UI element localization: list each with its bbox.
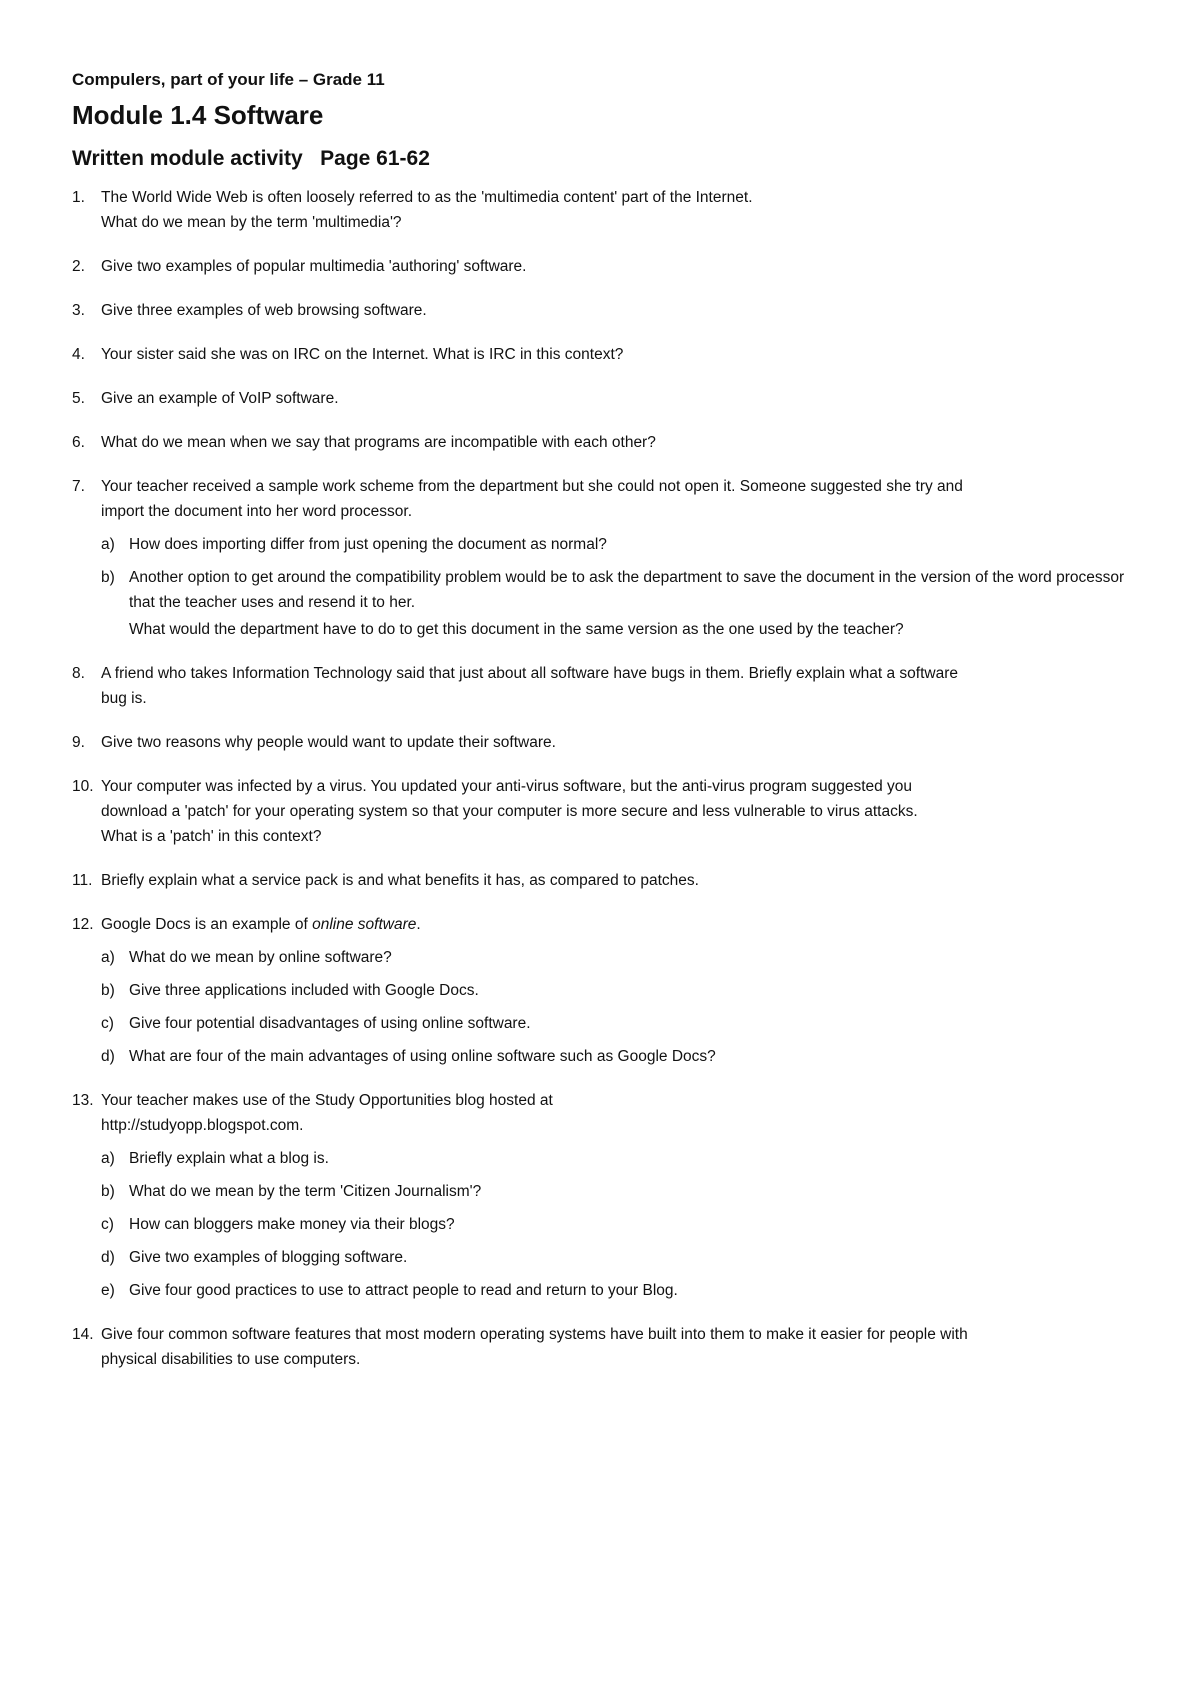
question-text: Give an example of VoIP software. (101, 389, 339, 407)
question-number: 7. (72, 477, 85, 495)
question-text (101, 912, 1132, 937)
question-text: Give four common software features that most modern operating systems have built into them to make it easier for people with (101, 1325, 968, 1343)
sub-question-text: How does importing differ from just opening the document as normal? (129, 535, 607, 553)
sub-question-item (101, 945, 1132, 970)
question-text: import the document into her word processor. (101, 502, 413, 520)
question-text: The World Wide Web is often loosely referred to as the 'multimedia content' part of the Internet. (101, 188, 753, 206)
sub-question-text: Another option to get around the compatibility problem would be to ask the department to save the document in the version of the word processor that the teacher uses and resend it to her. (129, 568, 1125, 611)
question-text: Give three examples of web browsing software. (101, 301, 427, 319)
question-item (72, 1088, 1132, 1303)
question-text: http://studyopp.blogspot.com. (101, 1116, 304, 1134)
question-item (72, 298, 1132, 323)
question-item (72, 774, 1132, 849)
sub-question-item (101, 1146, 1132, 1171)
module-title: Module 1.4 Software (72, 100, 324, 131)
sub-question-text: Give two examples of blogging software. (129, 1248, 408, 1266)
question-number: 9. (72, 733, 85, 751)
sub-question-item (101, 978, 1132, 1003)
sub-question-letter: a) (101, 535, 115, 553)
question-item (72, 868, 1132, 893)
question-text-suffix: . (416, 915, 421, 933)
sub-question-letter: e) (101, 1281, 115, 1299)
sub-question-text: What are four of the main advantages of using online software such as Google Docs? (129, 1047, 716, 1065)
sub-question-letter: b) (101, 568, 115, 586)
question-item (72, 661, 1132, 711)
sub-question-text: What do we mean by the term 'Citizen Journalism'? (129, 1182, 482, 1200)
question-text: Your teacher received a sample work scheme from the department but she could not open it. Someone suggested she try and (101, 477, 963, 495)
sub-question-list (101, 945, 1132, 1069)
sub-question-letter: a) (101, 1149, 115, 1167)
activity-title: Written module activity Page 61-62 (72, 146, 430, 170)
sub-question-followup: What would the department have to do to get this document in the same version as the one used by the teacher? (129, 620, 904, 638)
sub-question-letter: d) (101, 1248, 115, 1266)
question-text-prefix: Google Docs is an example of (101, 915, 313, 933)
question-text: What is a 'patch' in this context? (101, 827, 322, 845)
question-number: 13. (72, 1091, 94, 1109)
question-number: 11. (72, 871, 93, 889)
sub-question-item (101, 1245, 1132, 1270)
sub-question-text: Give four good practices to use to attract people to read and return to your Blog. (129, 1281, 678, 1299)
question-text: physical disabilities to use computers. (101, 1350, 361, 1368)
question-text: bug is. (101, 689, 147, 707)
question-text: A friend who takes Information Technology said that just about all software have bugs in them. Briefly explain what a software (101, 664, 958, 682)
question-text: Your teacher makes use of the Study Opportunities blog hosted at (101, 1091, 553, 1109)
sub-question-list (101, 532, 1132, 642)
question-item (72, 730, 1132, 755)
sub-question-item (101, 1212, 1132, 1237)
question-text-emphasis: online software (312, 915, 417, 933)
sub-question-text: Briefly explain what a blog is. (129, 1149, 329, 1167)
question-item (72, 1322, 1132, 1372)
sub-question-item (101, 1179, 1132, 1204)
question-number: 1. (72, 188, 85, 206)
question-item (72, 254, 1132, 279)
sub-question-text: Give four potential disadvantages of using online software. (129, 1014, 531, 1032)
question-text: What do we mean by the term 'multimedia'? (101, 213, 402, 231)
sub-question-item (101, 1044, 1132, 1069)
question-text: Give two reasons why people would want to update their software. (101, 733, 556, 751)
question-number: 5. (72, 389, 85, 407)
sub-question-list (101, 1146, 1132, 1303)
question-number: 2. (72, 257, 85, 275)
course-title: Compulers, part of your life – Grade 11 (72, 70, 385, 89)
sub-question-letter: b) (101, 1182, 115, 1200)
question-text: Give two examples of popular multimedia 'authoring' software. (101, 257, 527, 275)
question-number: 12. (72, 915, 94, 933)
sub-question-letter: d) (101, 1047, 115, 1065)
sub-question-item (101, 532, 1132, 557)
sub-question-item (101, 1278, 1132, 1303)
question-text: Briefly explain what a service pack is and what benefits it has, as compared to patches. (101, 871, 699, 889)
sub-question-letter: a) (101, 948, 115, 966)
sub-question-letter: b) (101, 981, 115, 999)
document-page (72, 70, 1132, 1391)
question-number: 10. (72, 777, 94, 795)
question-item (72, 185, 1132, 235)
question-number: 8. (72, 664, 85, 682)
sub-question-text: Give three applications included with Google Docs. (129, 981, 479, 999)
question-text: What do we mean when we say that programs are incompatible with each other? (101, 433, 656, 451)
sub-question-letter: c) (101, 1014, 114, 1032)
question-item (72, 474, 1132, 642)
question-item (72, 430, 1132, 455)
question-number: 4. (72, 345, 85, 363)
question-item (72, 386, 1132, 411)
sub-question-item (101, 1011, 1132, 1036)
question-number: 6. (72, 433, 85, 451)
question-item (72, 342, 1132, 367)
sub-question-item (101, 565, 1132, 642)
sub-question-text: How can bloggers make money via their blogs? (129, 1215, 455, 1233)
question-list (72, 185, 1132, 1372)
question-text: download a 'patch' for your operating system so that your computer is more secure and less vulnerable to virus attacks. (101, 802, 918, 820)
sub-question-text: What do we mean by online software? (129, 948, 392, 966)
sub-question-letter: c) (101, 1215, 114, 1233)
question-text: Your sister said she was on IRC on the Internet. What is IRC in this context? (101, 345, 624, 363)
question-number: 3. (72, 301, 85, 319)
question-text: Your computer was infected by a virus. You updated your anti-virus software, but the anti-virus program suggested you (101, 777, 913, 795)
question-number: 14. (72, 1325, 94, 1343)
question-item (72, 912, 1132, 1069)
